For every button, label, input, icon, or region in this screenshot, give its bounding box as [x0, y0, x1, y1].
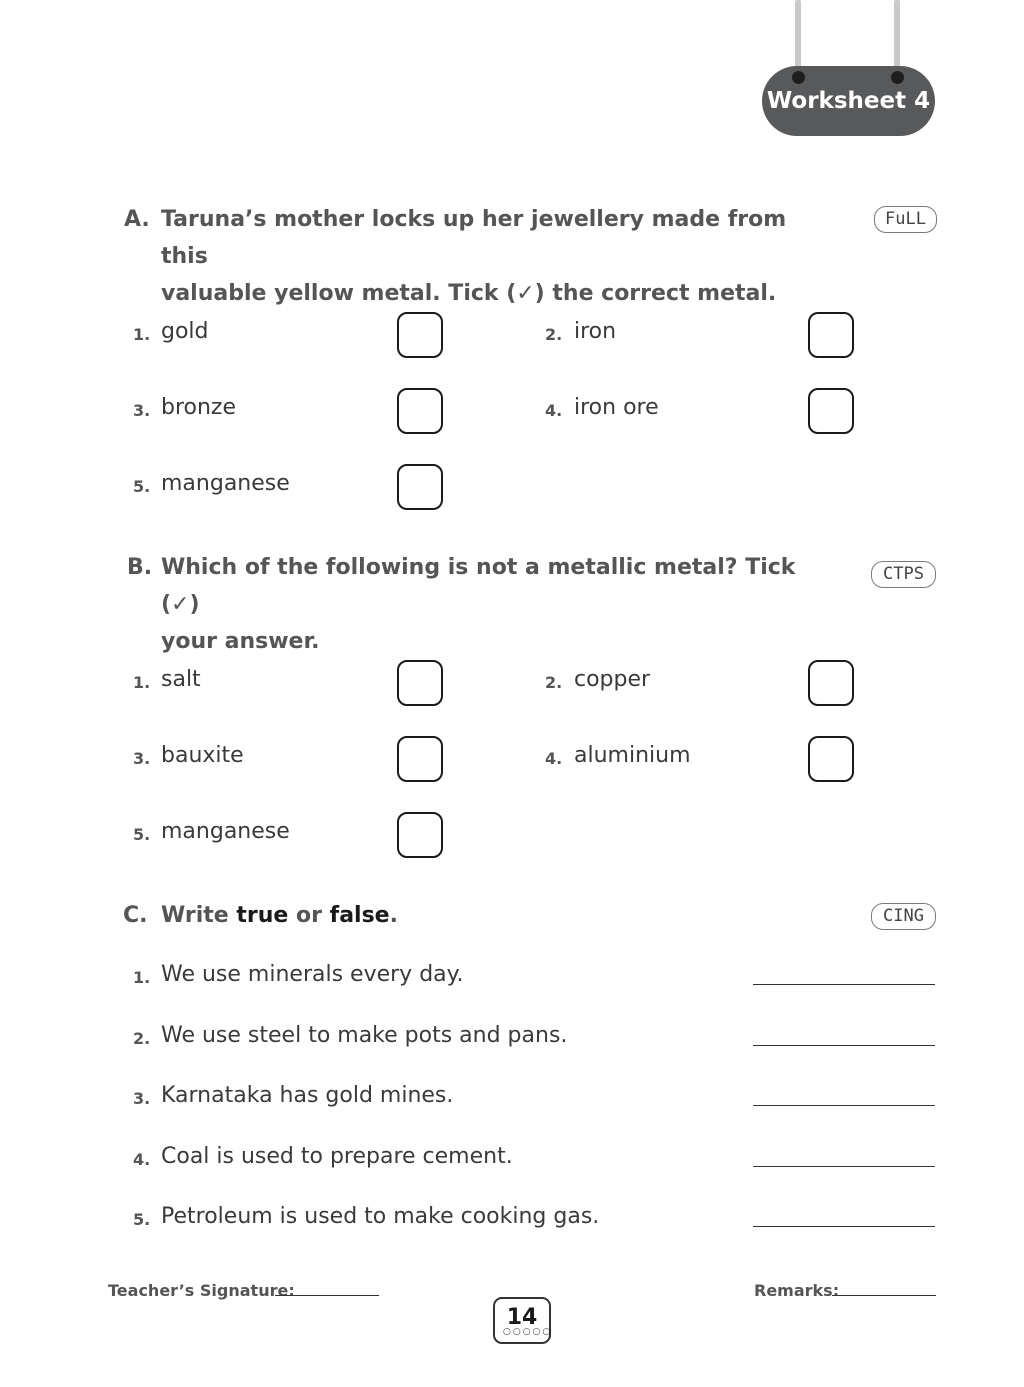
- tick-box-salt[interactable]: [397, 660, 443, 706]
- tick-box-bronze[interactable]: [397, 388, 443, 434]
- option-number: 4.: [545, 749, 563, 768]
- section-b-question-line1: Which of the following is not a metallic metal? Tick (✓): [161, 555, 796, 617]
- statement-number: 5.: [133, 1210, 151, 1229]
- option-number: 2.: [545, 325, 563, 344]
- tick-box-iron[interactable]: [808, 312, 854, 358]
- skill-badge-full: FuLL: [874, 206, 937, 233]
- section-c-heading-end: .: [389, 903, 398, 928]
- option-number: 4.: [545, 401, 563, 420]
- section-a-question-line2: valuable yellow metal. Tick (✓) the correct metal.: [161, 281, 777, 306]
- statement-text: We use minerals every day.: [161, 962, 464, 987]
- skill-badge-cing: CING: [871, 903, 936, 930]
- section-c-letter: C.: [123, 903, 148, 928]
- tick-box-bauxite[interactable]: [397, 736, 443, 782]
- section-c-heading-true: true: [236, 903, 289, 928]
- tick-box-copper[interactable]: [808, 660, 854, 706]
- remarks-label: Remarks:: [754, 1281, 840, 1300]
- section-a-question-line1: Taruna’s mother locks up her jewellery made from this: [161, 207, 787, 269]
- statement-text: Petroleum is used to make cooking gas.: [161, 1204, 600, 1229]
- option-label-bauxite: bauxite: [161, 743, 244, 768]
- teacher-signature-label: Teacher’s Signature:: [108, 1281, 295, 1300]
- section-c-heading-or: or: [288, 903, 330, 928]
- section-c-heading-prefix: Write: [161, 903, 237, 928]
- option-number: 1.: [133, 673, 151, 692]
- worksheet-label: Worksheet 4: [766, 88, 931, 114]
- tick-box-manganese[interactable]: [397, 464, 443, 510]
- option-label-salt: salt: [161, 667, 201, 692]
- statement-number: 3.: [133, 1089, 151, 1108]
- section-b-question: [161, 549, 801, 660]
- option-number: 5.: [133, 477, 151, 496]
- decorative-dots: ○○○○○: [503, 1327, 553, 1337]
- option-label-manganese: manganese: [161, 471, 290, 496]
- section-b-question-line2: your answer.: [161, 629, 320, 654]
- answer-line[interactable]: [753, 1226, 935, 1227]
- section-a-letter: A.: [124, 207, 150, 232]
- page-number-badge: [493, 1297, 551, 1344]
- tick-box-iron-ore[interactable]: [808, 388, 854, 434]
- page-number: 14: [506, 1305, 538, 1330]
- answer-line[interactable]: [753, 1105, 935, 1106]
- statement-text: Coal is used to prepare cement.: [161, 1144, 513, 1169]
- tag-string-left: [795, 0, 801, 72]
- option-number: 1.: [133, 325, 151, 344]
- answer-line[interactable]: [753, 1166, 935, 1167]
- option-number: 3.: [133, 749, 151, 768]
- tag-hole-right: [891, 71, 904, 84]
- option-label-iron: iron: [574, 319, 617, 344]
- tick-box-aluminium[interactable]: [808, 736, 854, 782]
- skill-badge-ctps: CTPS: [871, 561, 936, 588]
- option-label-manganese: manganese: [161, 819, 290, 844]
- section-a-question: [161, 201, 801, 312]
- tag-string-right: [894, 0, 900, 72]
- tag-hole-left: [792, 71, 805, 84]
- answer-line[interactable]: [753, 984, 935, 985]
- teacher-signature-line[interactable]: [275, 1295, 379, 1296]
- statement-text: Karnataka has gold mines.: [161, 1083, 454, 1108]
- option-label-gold: gold: [161, 319, 209, 344]
- option-number: 2.: [545, 673, 563, 692]
- statement-number: 2.: [133, 1029, 151, 1048]
- option-label-aluminium: aluminium: [574, 743, 691, 768]
- option-label-iron-ore: iron ore: [574, 395, 659, 420]
- tick-box-manganese[interactable]: [397, 812, 443, 858]
- option-number: 5.: [133, 825, 151, 844]
- remarks-line[interactable]: [832, 1295, 936, 1296]
- statement-text: We use steel to make pots and pans.: [161, 1023, 568, 1048]
- option-label-copper: copper: [574, 667, 651, 692]
- section-c-heading-false: false: [329, 903, 390, 928]
- answer-line[interactable]: [753, 1045, 935, 1046]
- tick-box-gold[interactable]: [397, 312, 443, 358]
- section-c-heading: [161, 897, 801, 934]
- worksheet-tag: [762, 66, 935, 136]
- option-label-bronze: bronze: [161, 395, 237, 420]
- option-number: 3.: [133, 401, 151, 420]
- statement-number: 1.: [133, 968, 151, 987]
- statement-number: 4.: [133, 1150, 151, 1169]
- section-b-letter: B.: [127, 555, 153, 580]
